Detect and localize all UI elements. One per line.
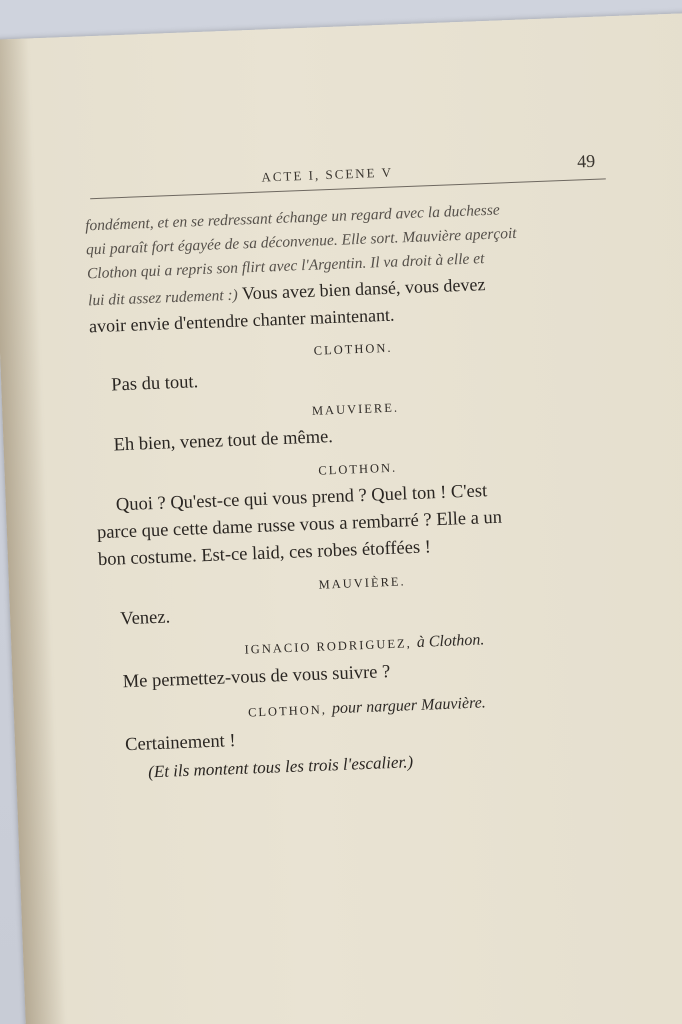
speaker-direction: à Clothon. xyxy=(416,631,485,651)
stage-direction-line: Clothon qui a repris son flirt avec l'Argentin. Il va droit à elle et xyxy=(86,250,485,283)
speaker-name: IGNACIO RODRIGUEZ, xyxy=(244,636,413,657)
speaker-name: CLOTHON. xyxy=(313,340,393,358)
speaker-name: CLOTHON, xyxy=(247,702,328,720)
speaker-direction: pour narguer Mauvière. xyxy=(331,694,487,718)
speech-fragment: Vous avez bien dansé, vous devez xyxy=(237,274,486,304)
book-page xyxy=(0,12,682,1024)
speech-line: Pas du tout. xyxy=(110,372,199,396)
speech-line: parce que cette dame russe vous a rembarré ? Elle a un xyxy=(96,507,503,544)
speech-line: Certainement ! xyxy=(124,731,236,756)
running-title: ACTE I, SCENE V xyxy=(261,164,394,185)
speaker-name: MAUVIÈRE. xyxy=(318,574,406,592)
speech-line: Eh bien, venez tout de même. xyxy=(113,427,334,456)
stage-direction-line: fondément, et en se redressant échange un regard avec la duchesse xyxy=(84,201,501,235)
stage-direction-fragment: lui dit assez rudement :) xyxy=(87,286,239,310)
spine-shadow xyxy=(0,38,67,1024)
page-body xyxy=(85,194,632,784)
speaker-name: MAUVIERE. xyxy=(311,400,400,418)
speaker-name: CLOTHON. xyxy=(318,460,398,478)
running-head xyxy=(89,152,606,199)
stage-direction-line: qui paraît fort égayée de sa déconvenue. Elle sort. Mauvière aperçoit xyxy=(85,224,517,259)
speech-line: bon costume. Est-ce laid, ces robes étoffées ! xyxy=(97,537,432,571)
final-stage-direction: (Et ils montent tous les trois l'escalier.) xyxy=(147,752,414,782)
speech-line: Venez. xyxy=(119,607,171,630)
speech-line: avoir envie d'entendre chanter maintenant. xyxy=(88,304,395,337)
speech-line: Me permettez-vous de vous suivre ? xyxy=(122,662,391,693)
page-number: 49 xyxy=(576,150,596,172)
speech-line: Quoi ? Qu'est-ce qui vous prend ? Quel ton ! C'est xyxy=(115,481,488,516)
